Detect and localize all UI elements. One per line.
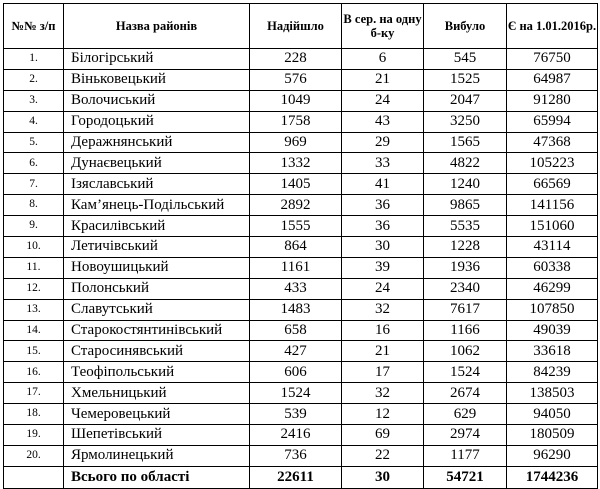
received-value: 228 (250, 49, 342, 70)
district-name: Волочиський (64, 90, 250, 111)
current-value: 47368 (507, 132, 598, 153)
district-name: Старокостянтинівський (64, 320, 250, 341)
table-row (4, 257, 598, 278)
district-name: Віньковецький (64, 69, 250, 90)
current-value: 94050 (507, 404, 598, 425)
removed-value: 4822 (424, 153, 507, 174)
average-value: 22 (342, 445, 424, 466)
district-name: Новоушицький (64, 257, 250, 278)
average-value: 29 (342, 132, 424, 153)
row-number: 19. (4, 425, 64, 446)
average-value: 36 (342, 216, 424, 237)
average-value: 24 (342, 90, 424, 111)
current-value: 105223 (507, 153, 598, 174)
district-name: Ізяславський (64, 174, 250, 195)
district-name: Шепетівський (64, 425, 250, 446)
received-value: 433 (250, 278, 342, 299)
received-value: 539 (250, 404, 342, 425)
row-number: 16. (4, 362, 64, 383)
received-value: 658 (250, 320, 342, 341)
district-name: Дунаєвецький (64, 153, 250, 174)
total-row (4, 466, 598, 488)
received-value: 969 (250, 132, 342, 153)
current-value: 60338 (507, 257, 598, 278)
row-number: 3. (4, 90, 64, 111)
removed-value: 1166 (424, 320, 507, 341)
average-value: 21 (342, 341, 424, 362)
row-number: 9. (4, 216, 64, 237)
total-number-cell (4, 466, 64, 488)
row-number: 20. (4, 445, 64, 466)
district-name: Теофіпольський (64, 362, 250, 383)
removed-value: 545 (424, 49, 507, 70)
current-value: 46299 (507, 278, 598, 299)
table-row (4, 362, 598, 383)
current-value: 66569 (507, 174, 598, 195)
district-name: Чемеровецький (64, 404, 250, 425)
district-name: Кам’янець-Подільський (64, 195, 250, 216)
row-number: 4. (4, 111, 64, 132)
row-number: 1. (4, 49, 64, 70)
district-stats-table (3, 3, 598, 489)
district-name: Білогірський (64, 49, 250, 70)
table-row (4, 111, 598, 132)
received-value: 1555 (250, 216, 342, 237)
table-row (4, 132, 598, 153)
removed-value: 2047 (424, 90, 507, 111)
average-value: 30 (342, 237, 424, 258)
district-name: Летичівський (64, 237, 250, 258)
header-received: Надійшло (250, 4, 342, 49)
row-number: 11. (4, 257, 64, 278)
total-removed: 54721 (424, 466, 507, 488)
current-value: 107850 (507, 299, 598, 320)
removed-value: 1525 (424, 69, 507, 90)
removed-value: 2340 (424, 278, 507, 299)
total-current: 1744236 (507, 466, 598, 488)
average-value: 6 (342, 49, 424, 70)
district-name: Славутський (64, 299, 250, 320)
received-value: 576 (250, 69, 342, 90)
table-row (4, 174, 598, 195)
average-value: 32 (342, 383, 424, 404)
removed-value: 5535 (424, 216, 507, 237)
current-value: 49039 (507, 320, 598, 341)
row-number: 15. (4, 341, 64, 362)
district-name: Полонський (64, 278, 250, 299)
row-number: 7. (4, 174, 64, 195)
average-value: 21 (342, 69, 424, 90)
table-row (4, 216, 598, 237)
current-value: 141156 (507, 195, 598, 216)
row-number: 18. (4, 404, 64, 425)
average-value: 43 (342, 111, 424, 132)
table-row (4, 299, 598, 320)
table-row (4, 383, 598, 404)
average-value: 36 (342, 195, 424, 216)
current-value: 180509 (507, 425, 598, 446)
received-value: 1049 (250, 90, 342, 111)
removed-value: 1936 (424, 257, 507, 278)
row-number: 13. (4, 299, 64, 320)
table-row (4, 90, 598, 111)
received-value: 864 (250, 237, 342, 258)
current-value: 64987 (507, 69, 598, 90)
table-row (4, 404, 598, 425)
header-current-stock: Є на 1.01.2016р. (507, 4, 598, 49)
header-number: №№ з/п (4, 4, 64, 49)
table-row (4, 341, 598, 362)
received-value: 1161 (250, 257, 342, 278)
average-value: 41 (342, 174, 424, 195)
row-number: 2. (4, 69, 64, 90)
removed-value: 1228 (424, 237, 507, 258)
row-number: 12. (4, 278, 64, 299)
current-value: 138503 (507, 383, 598, 404)
received-value: 2416 (250, 425, 342, 446)
district-name: Хмельницький (64, 383, 250, 404)
removed-value: 629 (424, 404, 507, 425)
received-value: 1758 (250, 111, 342, 132)
table-row (4, 278, 598, 299)
removed-value: 1240 (424, 174, 507, 195)
header-average-per-library: В сер. на одну б-ку (342, 4, 424, 49)
current-value: 91280 (507, 90, 598, 111)
header-row (4, 4, 598, 49)
received-value: 1332 (250, 153, 342, 174)
current-value: 76750 (507, 49, 598, 70)
table-row (4, 153, 598, 174)
table-row (4, 195, 598, 216)
average-value: 39 (342, 257, 424, 278)
received-value: 606 (250, 362, 342, 383)
district-name: Деражнянський (64, 132, 250, 153)
district-name: Старосинявський (64, 341, 250, 362)
current-value: 65994 (507, 111, 598, 132)
average-value: 24 (342, 278, 424, 299)
row-number: 17. (4, 383, 64, 404)
row-number: 10. (4, 237, 64, 258)
received-value: 1405 (250, 174, 342, 195)
table-row (4, 445, 598, 466)
table-row (4, 49, 598, 70)
removed-value: 1062 (424, 341, 507, 362)
removed-value: 1565 (424, 132, 507, 153)
table-row (4, 69, 598, 90)
received-value: 427 (250, 341, 342, 362)
row-number: 6. (4, 153, 64, 174)
district-name: Ярмолинецький (64, 445, 250, 466)
average-value: 33 (342, 153, 424, 174)
district-name: Красилівський (64, 216, 250, 237)
average-value: 12 (342, 404, 424, 425)
table-row (4, 237, 598, 258)
row-number: 5. (4, 132, 64, 153)
header-district-name: Назва районів (64, 4, 250, 49)
removed-value: 1177 (424, 445, 507, 466)
received-value: 2892 (250, 195, 342, 216)
row-number: 14. (4, 320, 64, 341)
received-value: 736 (250, 445, 342, 466)
removed-value: 7617 (424, 299, 507, 320)
current-value: 84239 (507, 362, 598, 383)
received-value: 1524 (250, 383, 342, 404)
average-value: 16 (342, 320, 424, 341)
removed-value: 2674 (424, 383, 507, 404)
average-value: 32 (342, 299, 424, 320)
removed-value: 2974 (424, 425, 507, 446)
received-value: 1483 (250, 299, 342, 320)
removed-value: 9865 (424, 195, 507, 216)
removed-value: 1524 (424, 362, 507, 383)
header-removed: Вибуло (424, 4, 507, 49)
table-row (4, 320, 598, 341)
total-average: 30 (342, 466, 424, 488)
total-label: Всього по області (64, 466, 250, 488)
row-number: 8. (4, 195, 64, 216)
table-row (4, 425, 598, 446)
current-value: 43114 (507, 237, 598, 258)
district-name: Городоцький (64, 111, 250, 132)
average-value: 17 (342, 362, 424, 383)
current-value: 151060 (507, 216, 598, 237)
total-received: 22611 (250, 466, 342, 488)
average-value: 69 (342, 425, 424, 446)
current-value: 96290 (507, 445, 598, 466)
removed-value: 3250 (424, 111, 507, 132)
current-value: 33618 (507, 341, 598, 362)
